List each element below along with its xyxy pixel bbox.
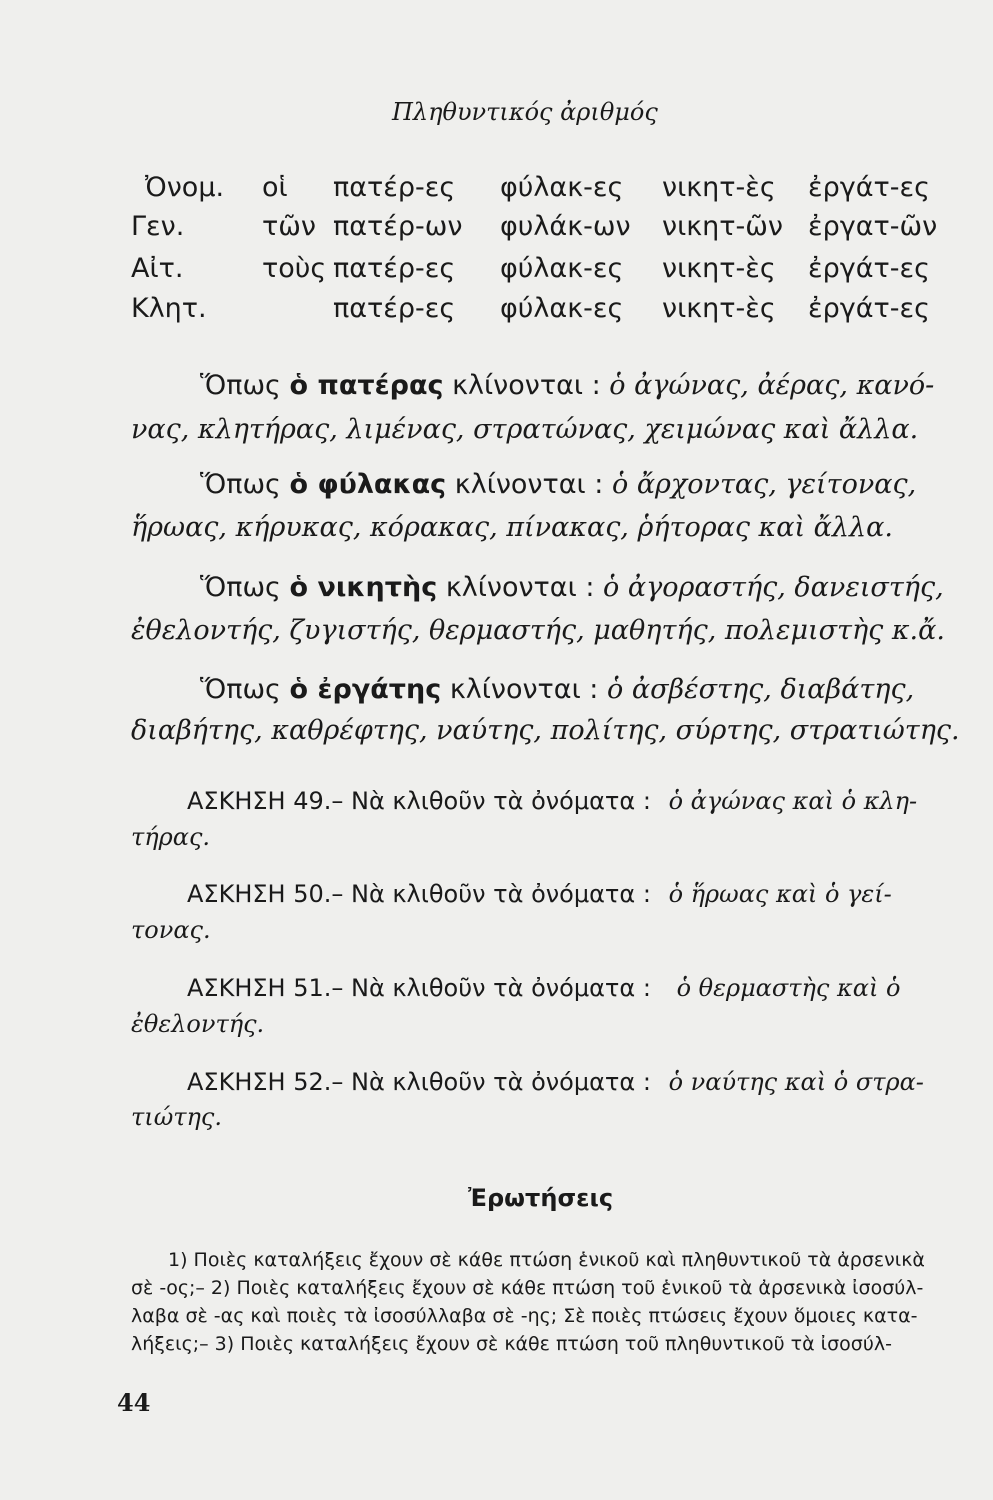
question-line: λαβα σὲ -ας καὶ ποιὲς τὰ ἰσοσύλλαβα σὲ -ης; Σὲ ποιὲς πτώσεις ἔχουν ὅμοιες κατα- (131, 1305, 918, 1327)
case-label: Κλητ. (131, 293, 207, 324)
rule-intro: Ὅπως (200, 370, 281, 401)
article: τοὺς (262, 253, 327, 284)
exercise-label: ΑΣΚΗΣΗ 50.– Νὰ κλιθοῦν τὰ ὀνόματα : (187, 880, 651, 908)
form-fylax: φύλακ-ες (500, 293, 624, 324)
exercise-line (187, 974, 900, 1002)
question-line: λήξεις;– 3) Ποιὲς καταλήξεις ἔχουν σὲ κάθε πτώση τοῦ πληθυντικοῦ τὰ ἰσοσύλ- (131, 1333, 892, 1355)
rule-verb: κλίνονται : (449, 674, 599, 705)
form-pater: πατέρ-ων (333, 211, 463, 242)
section-header: Πληθυντικός ἀριθμός (392, 98, 658, 126)
form-nikitis: νικητ-ὲς (662, 172, 776, 203)
rule-line-cont: ἐθελοντής, ζυγιστής, θερμαστής, μαθητής, πολεμιστὴς κ.ἄ. (131, 615, 945, 646)
rule-verb: κλίνονται : (454, 469, 604, 500)
rule-verb: κλίνονται : (452, 370, 601, 401)
rule-intro: Ὅπως (200, 572, 281, 603)
rule-line-cont: νας, κλητήρας, λιμένας, στρατώνας, χειμώνας καὶ ἄλλα. (131, 414, 919, 445)
rule-examples: ὁ ἀσβέστης, διαβάτης, (607, 674, 915, 705)
case-label: Ὀνομ. (145, 172, 225, 203)
rule-line (200, 370, 934, 401)
exercise-label: ΑΣΚΗΣΗ 51.– Νὰ κλιθοῦν τὰ ὀνόματα : (187, 974, 651, 1002)
rule-line (200, 572, 944, 603)
exercise-cont: ἐθελοντής. (131, 1010, 265, 1038)
exercise-cont: τιώτης. (131, 1103, 222, 1131)
form-ergatis: ἐργάτ-ες (808, 172, 930, 203)
form-nikitis: νικητ-ὲς (662, 293, 776, 324)
rule-model: ὁ νικητὴς (289, 572, 438, 603)
page-number: 44 (117, 1388, 151, 1417)
form-ergatis: ἐργατ-ῶν (808, 211, 938, 242)
rule-line-cont: διαβήτης, καθρέφτης, ναύτης, πολίτης, σύρτης, στρατιώτης. (131, 715, 960, 746)
rule-line-cont: ἥρωας, κήρυκας, κόρακας, πίνακας, ῥήτορας καὶ ἄλλα. (131, 512, 893, 543)
question-line: 1) Ποιὲς καταλήξεις ἔχουν σὲ κάθε πτώση ἑνικοῦ καὶ πληθυντικοῦ τὰ ἀρσενικὰ (168, 1249, 925, 1271)
question-line: σὲ -ος;– 2) Ποιὲς καταλήξεις ἔχουν σὲ κάθε πτώση τοῦ ἑνικοῦ τὰ ἀρσενικὰ ἰσοσύλ- (131, 1277, 924, 1299)
form-pater: πατέρ-ες (333, 172, 456, 203)
exercise-line (187, 787, 917, 815)
exercise-words: ὁ ναύτης καὶ ὁ στρα- (668, 1068, 924, 1096)
form-fylax: φύλακ-ες (500, 253, 624, 284)
form-ergatis: ἐργάτ-ες (808, 253, 930, 284)
rule-model: ὁ φύλακας (289, 469, 447, 500)
rule-examples: ὁ ἀγοραστής, δανειστής, (603, 572, 944, 603)
form-pater: πατέρ-ες (333, 253, 456, 284)
exercise-words: ὁ ἥρωας καὶ ὁ γεί- (668, 880, 892, 908)
case-label: Γεν. (131, 211, 185, 242)
case-label: Αἰτ. (131, 253, 184, 284)
form-fylax: φύλακ-ες (500, 172, 624, 203)
exercise-line (187, 1068, 924, 1096)
form-pater: πατέρ-ες (333, 293, 456, 324)
form-ergatis: ἐργάτ-ες (808, 293, 930, 324)
article: τῶν (262, 211, 316, 242)
rule-examples: ὁ ἄρχοντας, γείτονας, (611, 469, 917, 500)
exercise-words: ὁ ἀγώνας καὶ ὁ κλη- (668, 787, 918, 815)
article: οἱ (262, 172, 288, 203)
exercise-label: ΑΣΚΗΣΗ 49.– Νὰ κλιθοῦν τὰ ὀνόματα : (187, 787, 651, 815)
form-fylax: φυλάκ-ων (500, 211, 631, 242)
rule-intro: Ὅπως (200, 469, 281, 500)
rule-verb: κλίνονται : (445, 572, 595, 603)
rule-intro: Ὅπως (200, 674, 281, 705)
form-nikitis: νικητ-ὲς (662, 253, 776, 284)
rule-model: ὁ πατέρας (289, 370, 444, 401)
rule-examples: ὁ ἀγώνας, ἀέρας, κανό- (609, 370, 935, 401)
exercise-line (187, 880, 892, 908)
questions-heading: Ἐρωτήσεις (468, 1184, 614, 1212)
exercise-cont: τονας. (131, 916, 211, 944)
exercise-cont: τήρας. (131, 823, 211, 851)
exercise-words: ὁ θερμαστὴς καὶ ὁ (676, 974, 901, 1002)
rule-line (200, 469, 916, 500)
rule-line (200, 674, 914, 705)
exercise-label: ΑΣΚΗΣΗ 52.– Νὰ κλιθοῦν τὰ ὀνόματα : (187, 1068, 651, 1096)
rule-model: ὁ ἐργάτης (289, 674, 442, 705)
form-nikitis: νικητ-ῶν (662, 211, 783, 242)
